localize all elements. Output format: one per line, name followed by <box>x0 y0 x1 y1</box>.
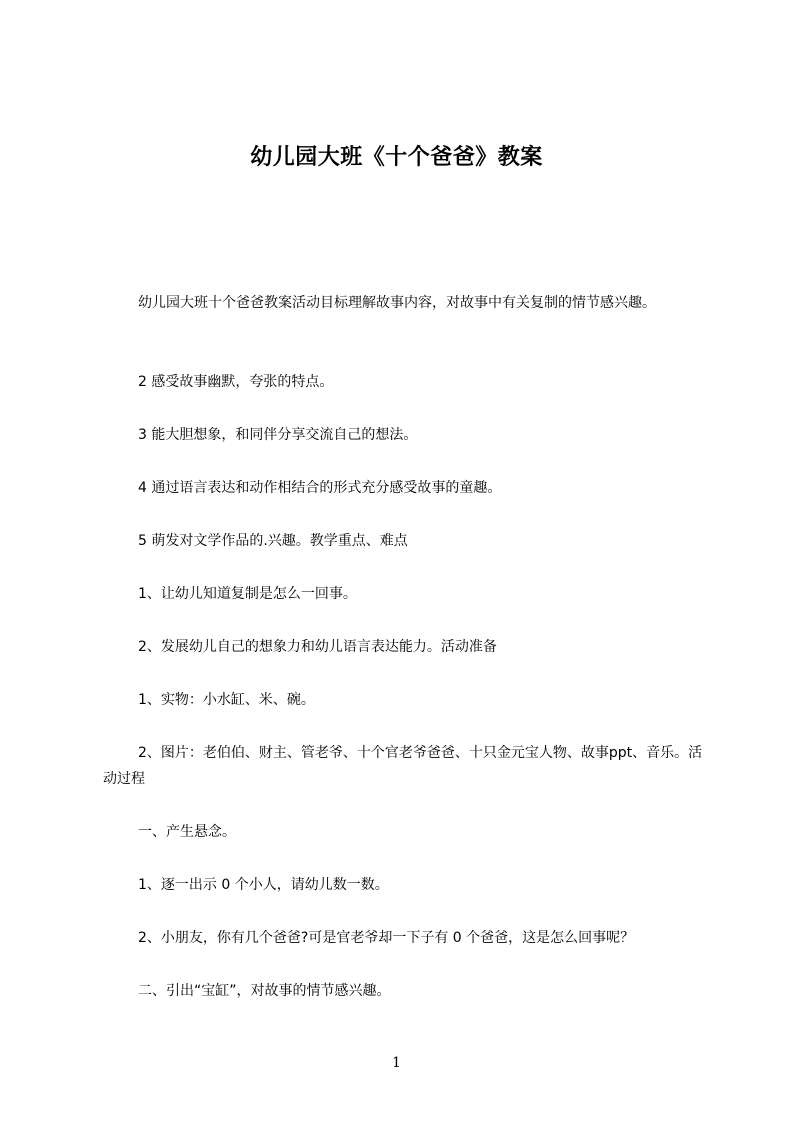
paragraph-item: 3 能大胆想象，和同伴分享交流自己的想法。 <box>138 427 418 443</box>
paragraph-item: 1、让幼儿知道复制是怎么一回事。 <box>138 586 357 602</box>
paragraph-heading: 一、产生悬念。 <box>138 824 236 840</box>
paragraph-item: 2 感受故事幽默，夸张的特点。 <box>138 374 334 390</box>
paragraph-item: 2、小朋友，你有几个爸爸?可是官老爷却一下子有 0 个爸爸，这是怎么回事呢？ <box>138 930 635 946</box>
paragraph-item: 1、逐一出示 0 个小人，请幼儿数一数。 <box>138 877 389 893</box>
paragraph-item: 1、实物：小水缸、米、碗。 <box>138 692 315 708</box>
paragraph-heading: 二、引出“宝缸”，对故事的情节感兴趣。 <box>138 983 391 999</box>
page-number: 1 <box>392 1055 401 1071</box>
paragraph-item: 5 萌发对文学作品的.兴趣。教学重点、难点 <box>138 533 408 549</box>
paragraph-item: 2、发展幼儿自己的想象力和幼儿语言表达能力。活动准备 <box>138 639 497 655</box>
document-title: 幼儿园大班《十个爸爸》教案 <box>250 145 543 170</box>
paragraph-item: 2、图片：老伯伯、财主、管老爷、十个官老爷爸爸、十只金元宝人物、故事ppt、音乐。活动过程 <box>103 745 703 787</box>
paragraph-item: 4 通过语言表达和动作相结合的形式充分感受故事的童趣。 <box>138 480 502 496</box>
paragraph-objectives: 幼儿园大班十个爸爸教案活动目标理解故事内容，对故事中有关复制的情节感兴趣。 <box>138 295 656 311</box>
